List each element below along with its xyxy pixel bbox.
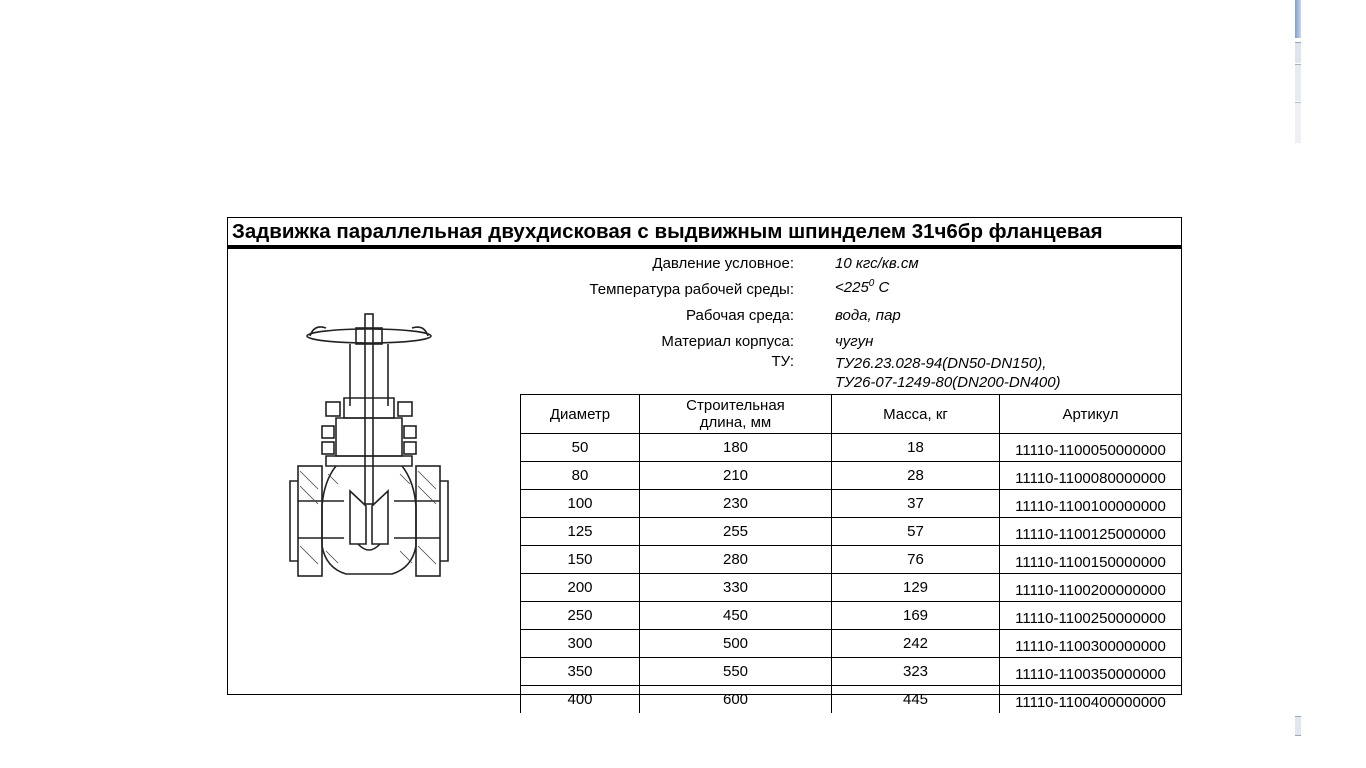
medium-label: Рабочая среда: [685, 307, 794, 324]
col-article-header: Артикул [1000, 395, 1182, 434]
cell-mass: 169 [832, 602, 1000, 630]
scrollbar-segment[interactable] [1295, 42, 1301, 63]
cell-article: 11110-1100200000000 [1000, 574, 1182, 602]
spec-value: ТУ26.23.028-94(DN50-DN150), ТУ26-07-1249-80(DN200-DN400) [835, 355, 1061, 391]
cell-diameter: 80 [521, 462, 640, 490]
pressure-value: 10 кгс/кв.см [835, 255, 919, 272]
cell-diameter: 300 [521, 630, 640, 658]
scrollbar-top-arrow[interactable] [1295, 0, 1301, 38]
gate-valve-drawing [266, 306, 476, 596]
cell-mass: 28 [832, 462, 1000, 490]
medium-value: вода, пар [835, 307, 901, 324]
col-length-header: Строительная длина, мм [640, 395, 832, 434]
table-row [521, 602, 1182, 630]
scrollbar-track[interactable] [1295, 102, 1301, 143]
temperature-value: $<225^0$ C [835, 278, 890, 296]
product-sheet [227, 217, 1182, 711]
cell-length: 230 [640, 490, 832, 518]
table-row [521, 686, 1182, 714]
material-value: чугун [835, 333, 874, 350]
pressure-label: Давление условное: [652, 255, 794, 272]
table-row [521, 574, 1182, 602]
cell-article: 11110-1100250000000 [1000, 602, 1182, 630]
cell-article: 11110-1100125000000 [1000, 518, 1182, 546]
table-row [521, 518, 1182, 546]
cell-mass: 18 [832, 434, 1000, 462]
cell-diameter: 400 [521, 686, 640, 714]
temperature-label: Температура рабочей среды: [589, 281, 794, 298]
product-title: Задвижка параллельная двухдисковая с выдвижным шпинделем 31ч6бр фланцевая [228, 218, 1181, 249]
table-row [521, 434, 1182, 462]
table-row [521, 630, 1182, 658]
cell-mass: 37 [832, 490, 1000, 518]
cell-diameter: 250 [521, 602, 640, 630]
cell-length: 180 [640, 434, 832, 462]
cell-length: 450 [640, 602, 832, 630]
cell-diameter: 200 [521, 574, 640, 602]
cell-mass: 76 [832, 546, 1000, 574]
cell-article: 11110-1100100000000 [1000, 490, 1182, 518]
spec-label: ТУ: [771, 353, 794, 370]
cell-diameter: 50 [521, 434, 640, 462]
table-row [521, 658, 1182, 686]
cell-diameter: 100 [521, 490, 640, 518]
cell-diameter: 125 [521, 518, 640, 546]
specs-table [520, 394, 1181, 713]
cell-mass: 242 [832, 630, 1000, 658]
cell-length: 255 [640, 518, 832, 546]
scrollbar-thumb[interactable] [1295, 64, 1301, 101]
cell-article: 11110-1100350000000 [1000, 658, 1182, 686]
cell-length: 280 [640, 546, 832, 574]
cell-mass: 129 [832, 574, 1000, 602]
cell-length: 500 [640, 630, 832, 658]
cell-diameter: 150 [521, 546, 640, 574]
cell-article: 11110-1100300000000 [1000, 630, 1182, 658]
scrollbar-bottom-arrow[interactable] [1295, 716, 1301, 736]
cell-length: 600 [640, 686, 832, 714]
cell-mass: 445 [832, 686, 1000, 714]
table-row [521, 462, 1182, 490]
cell-length: 330 [640, 574, 832, 602]
cell-mass: 57 [832, 518, 1000, 546]
col-mass-header: Масса, кг [832, 395, 1000, 434]
cell-length: 550 [640, 658, 832, 686]
table-header-row [521, 395, 1182, 434]
table-row [521, 546, 1182, 574]
col-diameter-header: Диаметр [521, 395, 640, 434]
material-label: Материал корпуса: [661, 333, 794, 350]
cell-article: 11110-1100050000000 [1000, 434, 1182, 462]
cell-article: 11110-1100080000000 [1000, 462, 1182, 490]
cell-mass: 323 [832, 658, 1000, 686]
cell-article: 11110-1100400000000 [1000, 686, 1182, 714]
cell-diameter: 350 [521, 658, 640, 686]
cell-length: 210 [640, 462, 832, 490]
table-row [521, 490, 1182, 518]
cell-article: 11110-1100150000000 [1000, 546, 1182, 574]
